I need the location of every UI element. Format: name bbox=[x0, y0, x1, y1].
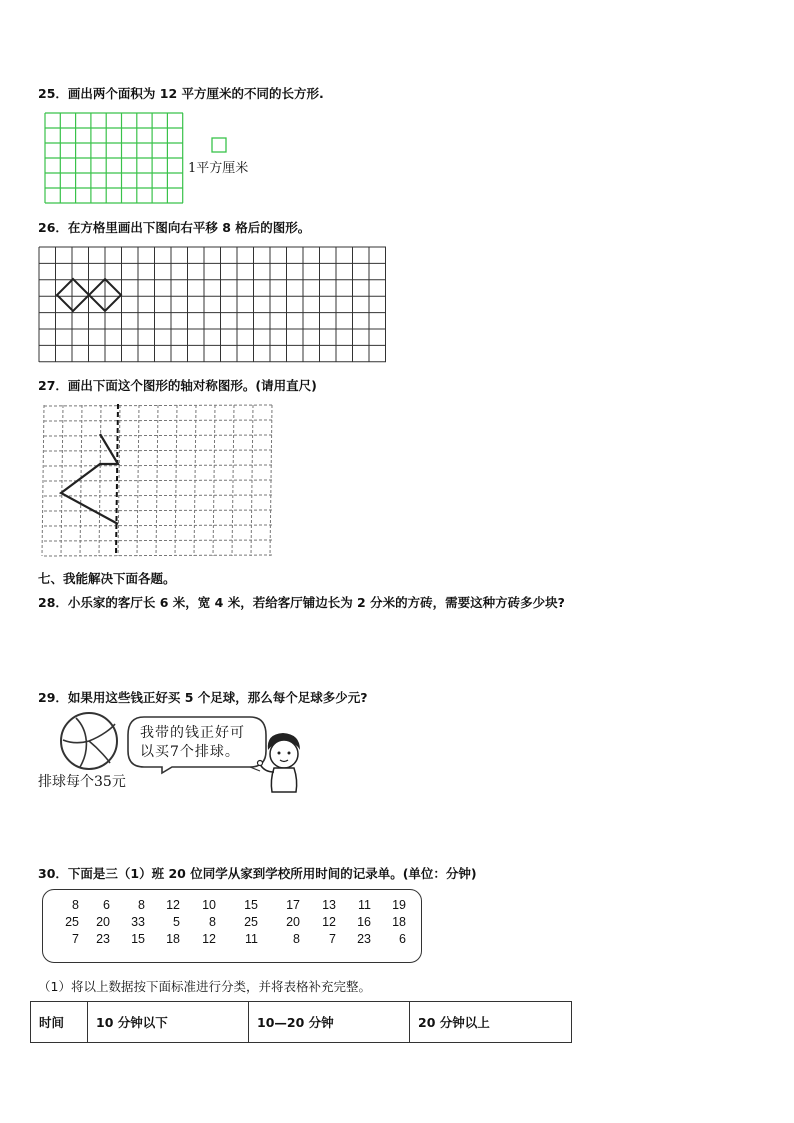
grid-line bbox=[42, 405, 44, 556]
volleyball-price-label: 排球每个35元 bbox=[38, 774, 126, 790]
q25-text: 25．画出两个面积为 12 平方厘米的不同的长方形. bbox=[38, 86, 324, 101]
q26-text: 26．在方格里画出下图向右平移 8 格后的图形。 bbox=[38, 220, 311, 235]
data-cell: 8 bbox=[72, 898, 79, 912]
q26-grid bbox=[37, 246, 389, 364]
section7-heading: 七、我能解决下面各题。 bbox=[38, 571, 176, 586]
data-row bbox=[43, 932, 421, 949]
data-cell: 12 bbox=[166, 898, 180, 912]
grid-line bbox=[232, 405, 234, 556]
data-cell: 10 bbox=[202, 898, 216, 912]
data-row bbox=[43, 915, 421, 932]
data-cell: 7 bbox=[72, 932, 79, 946]
data-cell: 8 bbox=[138, 898, 145, 912]
table-header-cell: 时间 bbox=[31, 1002, 88, 1043]
unit-square-label: 1平方厘米 bbox=[188, 161, 249, 176]
data-cell: 11 bbox=[245, 932, 258, 946]
grid-line bbox=[44, 450, 272, 451]
time-data-box bbox=[42, 889, 422, 963]
data-row bbox=[43, 898, 421, 915]
grid-line bbox=[44, 510, 272, 511]
speech-line-2: 以买7个排球。 bbox=[140, 744, 240, 760]
data-cell: 17 bbox=[286, 898, 300, 912]
data-cell: 23 bbox=[96, 932, 110, 946]
table-header-cell: 20 分钟以上 bbox=[410, 1002, 572, 1043]
data-cell: 12 bbox=[322, 915, 336, 929]
data-cell: 6 bbox=[399, 932, 406, 946]
data-cell: 23 bbox=[357, 932, 371, 946]
table-header-cell: 10 分钟以下 bbox=[88, 1002, 249, 1043]
q27-dashed-grid bbox=[40, 402, 276, 560]
data-cell: 6 bbox=[103, 898, 110, 912]
data-cell: 18 bbox=[392, 915, 406, 929]
grid-line bbox=[44, 525, 272, 526]
table-header-cell: 10—20 分钟 bbox=[249, 1002, 410, 1043]
volleyball-icon bbox=[58, 710, 120, 772]
data-cell: 20 bbox=[96, 915, 110, 929]
data-cell: 11 bbox=[358, 898, 371, 912]
data-cell: 25 bbox=[244, 915, 258, 929]
q25-green-grid bbox=[44, 112, 184, 204]
data-cell: 13 bbox=[322, 898, 336, 912]
unit-square bbox=[211, 137, 227, 153]
data-cell: 20 bbox=[286, 915, 300, 929]
boy-icon bbox=[256, 728, 312, 794]
grid-line bbox=[44, 495, 272, 496]
grid-line bbox=[44, 465, 272, 466]
q29-text: 29．如果用这些钱正好买 5 个足球，那么每个足球多少元? bbox=[38, 690, 368, 705]
q27-symmetry-axis bbox=[116, 404, 118, 556]
data-cell: 7 bbox=[329, 932, 336, 946]
table-row bbox=[31, 1002, 572, 1043]
data-cell: 19 bbox=[392, 898, 406, 912]
data-cell: 12 bbox=[202, 932, 216, 946]
grid-line bbox=[44, 540, 272, 541]
data-cell: 16 bbox=[357, 915, 371, 929]
data-cell: 15 bbox=[131, 932, 145, 946]
data-cell: 33 bbox=[131, 915, 145, 929]
data-cell: 18 bbox=[166, 932, 180, 946]
grid-line bbox=[44, 555, 272, 556]
data-cell: 5 bbox=[173, 915, 180, 929]
q26-grid-lines bbox=[39, 247, 386, 362]
q27-text: 27．画出下面这个图形的轴对称图形。(请用直尺) bbox=[38, 378, 317, 393]
data-cell: 25 bbox=[65, 915, 79, 929]
data-cell: 8 bbox=[209, 915, 216, 929]
grid-line bbox=[137, 405, 139, 556]
speech-line-1: 我带的钱正好可 bbox=[140, 725, 245, 741]
q30-text: 30．下面是三（1）班 20 位同学从家到学校所用时间的记录单。(单位：分钟) bbox=[38, 866, 477, 881]
data-cell: 8 bbox=[293, 932, 300, 946]
q28-text: 28．小乐家的客厅长 6 米，宽 4 米，若给客厅铺边长为 2 分米的方砖，需要这种方砖多少块? bbox=[38, 595, 565, 610]
q26-left-shape bbox=[57, 279, 89, 311]
classification-table bbox=[30, 1001, 572, 1043]
data-cell: 15 bbox=[244, 898, 258, 912]
q30-sub1-text: （1）将以上数据按下面标准进行分类，并将表格补充完整。 bbox=[38, 979, 371, 994]
